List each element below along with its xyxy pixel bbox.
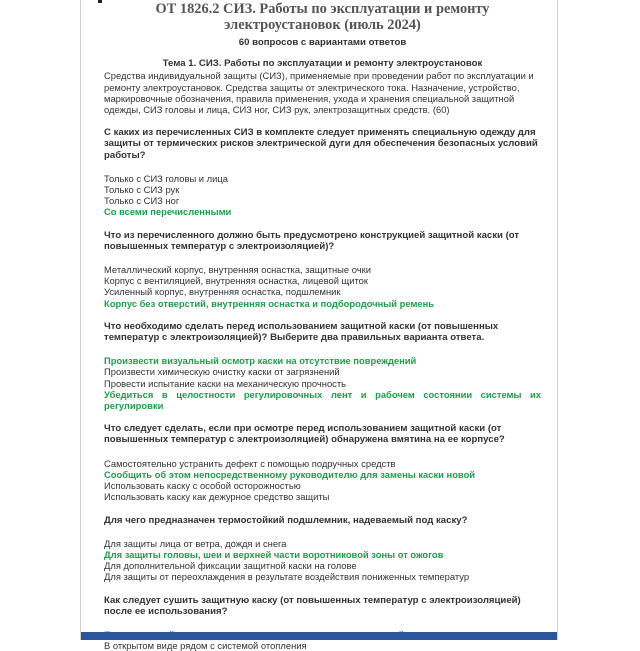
answer-option: Использовать каску с особой осторожностью	[104, 480, 301, 492]
answer-option: Для защиты лица от ветра, дождя и снега	[104, 537, 287, 549]
text-cursor	[98, 0, 102, 3]
correct-answer: Корпус без отверстий, внутренняя оснастка и подбородочный ремень	[104, 297, 435, 309]
answer-option: Только с СИЗ головы и лица	[104, 172, 228, 184]
theme-description: Средства индивидуальной защиты (СИЗ), применяемые при проведении работ по эксплуатации и ремонту электроустановок. Средства защиты от электрического тока. Назначение, устройство, маркировочные обозначения, правила применения, ухода и хранения специальной защитной одежды, СИЗ головы и лица, СИЗ ног, СИЗ рук, электрозащитных средств. (60)	[104, 70, 534, 116]
answer-option: Только с СИЗ рук	[104, 184, 180, 196]
question-text: Что следует сделать, если при осмотре перед использованием защитной каски (от повышенных температур с электроизоляцией) обнаружена вмятина на ее корпусе?	[104, 423, 505, 446]
question-block	[104, 423, 541, 502]
correct-answer: Произвести визуальный осмотр каски на отсутствие повреждений	[104, 355, 417, 367]
document-title: ОТ 1826.2 СИЗ. Работы по эксплуатации и ремонту электроустановок (июль 2024)	[155, 1, 490, 33]
question-text: Как следует сушить защитную каску (от повышенных температур с электроизоляцией) после ее использования?	[104, 594, 521, 617]
answer-option: Использовать каску как дежурное средство защиты	[104, 491, 330, 503]
correct-answer: Убедиться в целостности регулировочных лент и рабочем состоянии системы их регулировки	[104, 388, 541, 412]
answer-option: Для защиты от переохлаждения в результате воздействия пониженных температур	[104, 571, 470, 583]
document-page	[81, 0, 557, 651]
theme-title: Тема 1. СИЗ. Работы по эксплуатации и ремонту электроустановок	[162, 58, 483, 70]
question-block	[104, 515, 541, 583]
question-text: Что из перечисленного должно быть предусмотрено конструкцией защитной каски (от повышенных температур с электроизоляцией)?	[104, 229, 520, 252]
answer-list	[104, 264, 541, 309]
answer-option: Самостоятельно устранить дефект с помощью подручных средств	[104, 457, 396, 469]
answer-option: Только с СИЗ ног	[104, 195, 180, 207]
answer-list	[104, 538, 541, 583]
answer-option: Корпус с вентиляцией, внутренняя оснастка, лицевой щиток	[104, 275, 368, 287]
answer-option: Металлический корпус, внутренняя оснастка, защитные очки	[104, 264, 371, 276]
question-list	[104, 127, 541, 651]
status-bar	[81, 632, 557, 640]
question-block	[104, 230, 541, 309]
correct-answer: Со всеми перечисленными	[104, 206, 232, 218]
correct-answer: Для защиты головы, шеи и верхней части воротниковой зоны от ожогов	[104, 548, 444, 560]
answer-option: Усиленный корпус, внутренняя оснастка, подшлемник	[104, 286, 341, 298]
question-block	[104, 321, 541, 411]
document-content	[104, 0, 541, 651]
answer-option: Провести испытание каски на механическую прочность	[104, 377, 347, 389]
answer-list	[104, 355, 541, 411]
answer-option: Для дополнительной фиксации защитной каски на голове	[104, 560, 357, 572]
question-block	[104, 595, 541, 651]
correct-answer: Сообщить об этом непосредственному руководителю для замены каски новой	[104, 468, 476, 480]
question-text: Что необходимо сделать перед использованием защитной каски (от повышенных температур с электроизоляцией)? Выберите два правильных варианта ответа.	[104, 320, 499, 344]
answer-option: Произвести химическую очистку каски от загрязнений	[104, 366, 340, 378]
question-text: Для чего предназначен термостойкий подшлемник, надеваемый под каску?	[104, 514, 468, 526]
answer-option: В открытом виде рядом с системой отопления	[104, 640, 307, 651]
answer-list	[104, 173, 541, 218]
answer-list	[104, 458, 541, 503]
question-block	[104, 127, 541, 217]
question-text: С каких из перечисленных СИЗ в комплекте следует применять специальную одежду для защиты от термических рисков электрической дуги для обеспечения безопасных условий работы?	[104, 127, 538, 161]
document-subtitle: 60 вопросов с вариантами ответов	[238, 37, 407, 48]
page-right-edge	[557, 0, 558, 640]
